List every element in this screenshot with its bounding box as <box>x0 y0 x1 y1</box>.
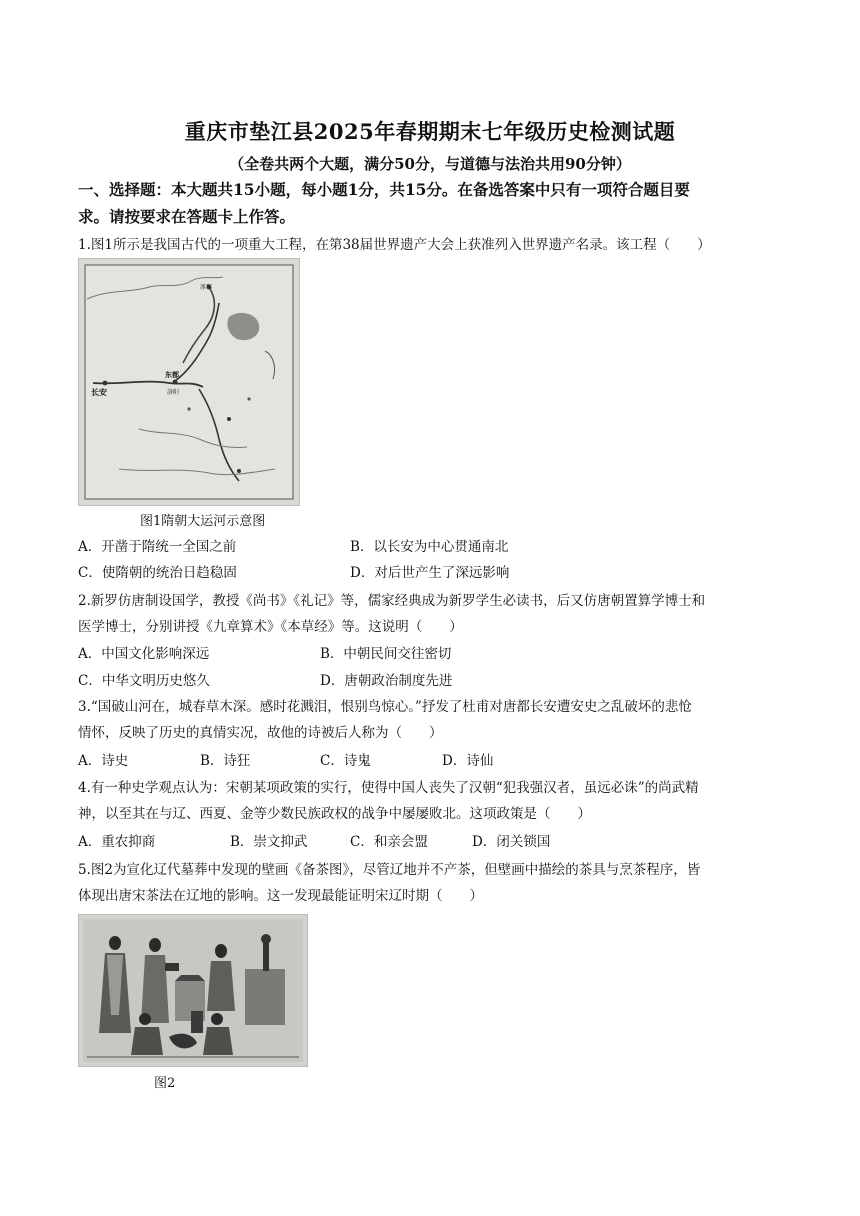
section-heading-line1: 一、选择题：本大题共15小题，每小题1分，共15分。在备选答案中只有一项符合题目要 <box>78 180 690 199</box>
q1-option-c[interactable]: C．使隋朝的统治日趋稳固 <box>78 565 237 581</box>
q3-stem <box>78 694 784 746</box>
section-heading-line2: 求。请按要求在答题卡上作答。 <box>78 207 296 226</box>
q4-option-c[interactable]: C．和亲会盟 <box>350 834 428 850</box>
q3-option-d[interactable]: D．诗仙 <box>442 753 494 769</box>
q5-stem-line1: 5.图2为宣化辽代墓葬中发现的壁画《备茶图》，尽管辽地并不产茶，但壁画中描绘的茶具与烹茶程序，皆 <box>78 862 701 878</box>
q2-option-d[interactable]: D．唐朝政治制度先进 <box>320 673 453 689</box>
q3-stem-line2: 情怀，反映了历史的真情实况，故他的诗被后人称为（ ） <box>78 725 443 741</box>
q2-option-b[interactable]: B．中朝民间交往密切 <box>320 646 452 662</box>
q4-option-d[interactable]: D．闭关锁国 <box>472 834 551 850</box>
map-label-changan: 长安 <box>91 388 107 397</box>
q2-stem <box>78 588 784 640</box>
q1-option-a[interactable]: A．开凿于隋统一全国之前 <box>78 539 237 555</box>
q2-stem-line1: 2.新罗仿唐制设国学，教授《尚书》《礼记》等，儒家经典成为新罗学生必读书，后又仿唐朝置算学博士和 <box>78 593 706 609</box>
q1-option-d[interactable]: D．对后世产生了深远影响 <box>350 565 510 581</box>
q1-figure-caption: 图1隋朝大运河示意图 <box>140 514 266 529</box>
q4-stem <box>78 775 784 827</box>
canal-map-image <box>79 259 299 505</box>
tea-preparation-mural-image <box>79 915 307 1066</box>
section-heading <box>78 176 788 230</box>
map-label-dongdu: 东都 <box>165 371 179 379</box>
q1-stem: 1.图1所示是我国古代的一项重大工程，在第38届世界遗产大会上获准列入世界遗产名录。该工程（ ） <box>78 237 711 253</box>
q1-figure-map <box>78 258 300 506</box>
exam-subtitle: （全卷共两个大题，满分50分，与道德与法治共用90分钟） <box>229 155 631 173</box>
q2-option-a[interactable]: A．中国文化影响深远 <box>78 646 210 662</box>
q4-option-b[interactable]: B．崇文抑武 <box>230 834 308 850</box>
q4-stem-line1: 4.有一种史学观点认为：宋朝某项政策的实行，使得中国人丧失了汉朝“犯我强汉者，虽远必诛”的尚武精 <box>78 780 699 796</box>
q4-option-a[interactable]: A．重农抑商 <box>78 834 156 850</box>
q3-option-a[interactable]: A．诗史 <box>78 753 129 769</box>
q2-option-c[interactable]: C．中华文明历史悠久 <box>78 673 210 689</box>
q3-option-c[interactable]: C．诗鬼 <box>320 753 371 769</box>
q5-figure-mural <box>78 914 308 1067</box>
q5-stem <box>78 857 784 909</box>
q3-option-b[interactable]: B．诗狂 <box>200 753 251 769</box>
q5-stem-line2: 体现出唐宋茶法在辽地的影响。这一发现最能证明宋辽时期（ ） <box>78 888 483 904</box>
q5-figure-caption: 图2 <box>154 1076 176 1091</box>
q4-stem-line2: 神，以至其在与辽、西夏、金等少数民族政权的战争中屡屡败北。这项政策是（ ） <box>78 806 591 822</box>
q2-stem-line2: 医学博士，分别讲授《九章算术》《本草经》等。这说明（ ） <box>78 619 463 635</box>
exam-title: 重庆市垫江县2025年春期期末七年级历史检测试题 <box>184 119 676 144</box>
q3-stem-line1: 3.“国破山河在，城春草木深。感时花溅泪，恨别鸟惊心。”抒发了杜甫对唐都长安遭安史之乱破坏的悲怆 <box>78 699 692 715</box>
map-label-zhuojun: 涿郡 <box>200 284 213 291</box>
q1-option-b[interactable]: B．以长安为中心贯通南北 <box>350 539 509 555</box>
map-label-luoyang: 洛阳 <box>167 389 180 396</box>
